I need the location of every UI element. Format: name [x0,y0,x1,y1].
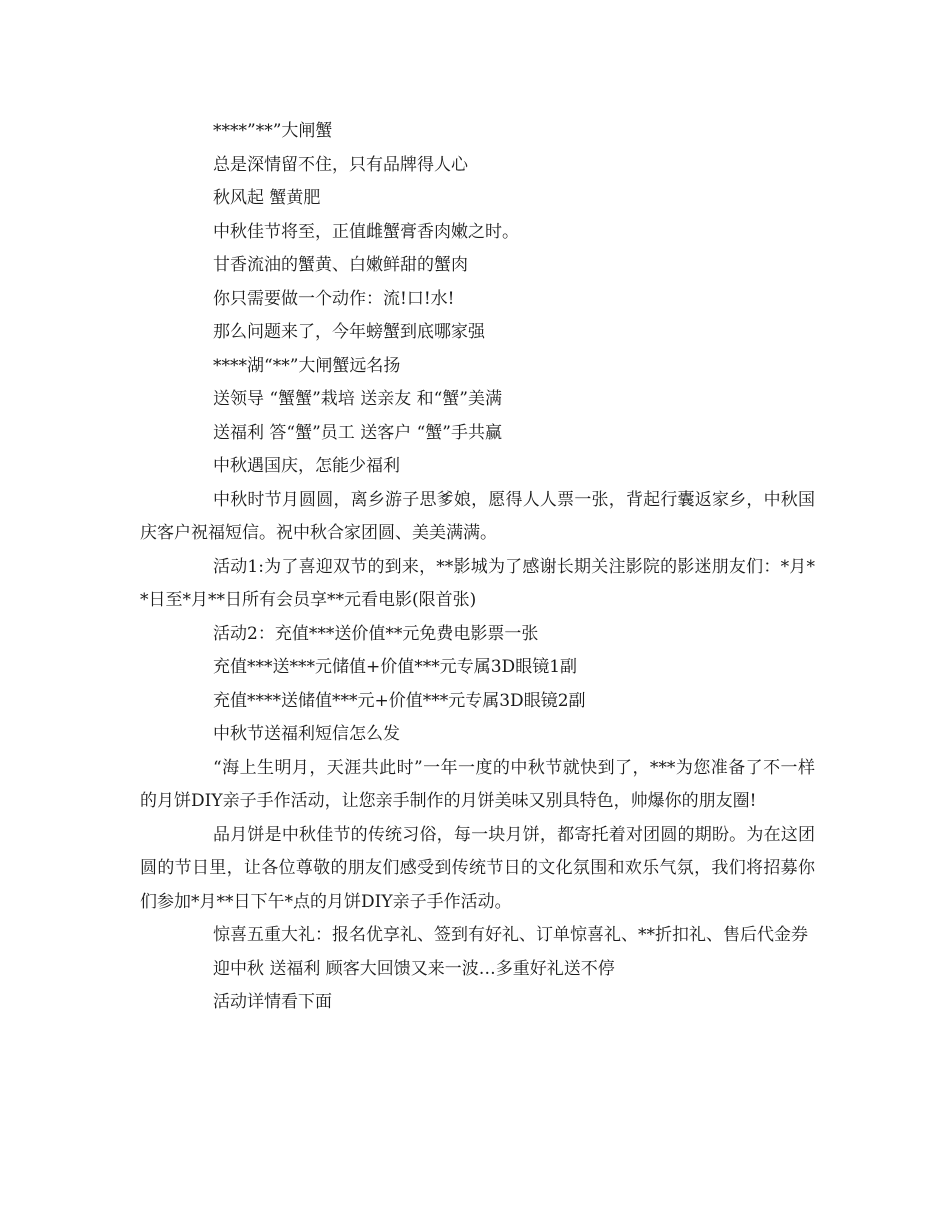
paragraph: 送福利 答“蟹”员工 送客户 “蟹”手共赢 [213,422,502,443]
paragraph: 活动1:为了喜迎双节的到来，**影城为了感谢长期关注影院的影迷朋友们：*月**日至*月**日所有会员享**元看电影(限首张) [140,556,815,610]
paragraph: 中秋佳节将至，正值雌蟹膏香肉嫩之时。 [213,221,519,242]
paragraph: 甘香流油的蟹黄、白嫩鲜甜的蟹肉 [213,255,468,275]
paragraph: 惊喜五重大礼：报名优享礼、签到有好礼、订单惊喜礼、**折扣礼、售后代金券 [213,925,808,945]
paragraph: 中秋遇国庆，怎能少福利 [213,456,400,476]
paragraph: “海上生明月，天涯共此时”一年一度的中秋节就快到了，***为您准备了不一样的月饼DIY亲子手作活动，让您亲手制作的月饼美味又别具特色，帅爆你的朋友圈! [140,757,815,811]
paragraph: 中秋时节月圆圆，离乡游子思爹娘，愿得人人票一张，背起行囊返家乡，中秋国庆客户祝福短信。祝中秋合家团圆、美美满满。 [140,489,815,543]
paragraph: 迎中秋 送福利 顾客大回馈又来一波…多重好礼送不停 [213,958,615,979]
paragraph: 那么问题来了，今年螃蟹到底哪家强 [213,322,485,342]
paragraph: 中秋节送福利短信怎么发 [213,724,400,744]
paragraph: 总是深情留不住，只有品牌得人心 [213,154,468,175]
paragraph: 活动详情看下面 [213,992,332,1012]
paragraph: 送领导 “蟹蟹”栽培 送亲友 和“蟹”美满 [213,389,502,409]
paragraph: 秋风起 蟹黄肥 [213,188,321,208]
paragraph: 你只需要做一个动作：流!口!水! [213,288,455,309]
paragraph: 活动2：充值***送价值**元免费电影票一张 [213,623,539,644]
paragraph: 充值***送***元储值+价值***元专属3D眼镜1副 [213,657,578,677]
paragraph: ****湖“**”大闸蟹远名扬 [213,355,401,376]
document-body [140,115,815,1020]
paragraph: 充值****送储值***元+价值***元专属3D眼镜2副 [213,690,586,711]
paragraph: 品月饼是中秋佳节的传统习俗，每一块月饼，都寄托着对团圆的期盼。为在这团圆的节日里，让各位尊敬的朋友们感受到传统节日的文化氛围和欢乐气氛，我们将招募你们参加*月**日下午*点的月饼DIY亲子手作活动。 [140,824,815,912]
paragraph: ****”**”大闸蟹 [213,121,333,141]
